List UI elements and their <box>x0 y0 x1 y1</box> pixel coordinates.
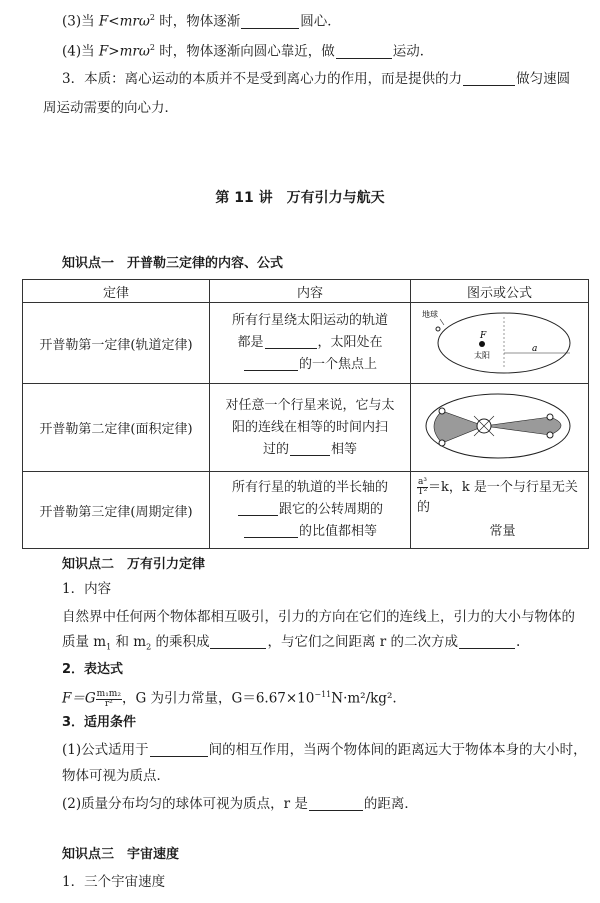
area-figure-cell <box>411 384 589 472</box>
condition-2: (2)质量分布均匀的球体可视为质点，r 是 的距离． <box>62 796 418 812</box>
kp3-title: 知识点三 宇宙速度 <box>62 847 180 862</box>
blank[interactable] <box>309 796 363 811</box>
blank[interactable] <box>463 71 515 86</box>
elliptical-orbit-diagram <box>412 303 588 379</box>
planet-dot <box>547 432 553 438</box>
blank[interactable] <box>290 441 330 456</box>
planet-dot <box>439 408 445 414</box>
kepler-third-formula: $\frac{\text{a³}}{\text{T²}}$ ＝k，k 是一个与行星无关的 常量 <box>411 472 589 549</box>
axis-label: a <box>531 344 537 354</box>
kepler-laws-table <box>22 279 589 549</box>
blank[interactable] <box>244 523 298 538</box>
swept-area-left <box>434 411 484 443</box>
law-name: 开普勒第三定律(周期定律) <box>23 472 210 549</box>
law-content: 所有行星的轨道的半长轴的 跟它的公转周期的 的比值都相等 <box>210 472 411 549</box>
blank[interactable] <box>238 501 278 516</box>
blank[interactable] <box>336 44 392 59</box>
kp2-p1: 自然界中任何两个物体都相互吸引，引力的方向在它们的连线上，引力的大小与物体的 <box>62 609 575 625</box>
m1m2-over-r2: $\frac{\text{m₁m₂}}{\text{r²}}$ <box>96 688 121 709</box>
earth-label: 地球 <box>421 310 438 319</box>
essence-line-1: 3．本质：离心运动的本质并不是受到离心力的作用，而是提供的力 做匀速圆 <box>62 71 571 87</box>
gravitation-formula: F＝G $\frac{\text{m₁m₂}}{\text{r²}}$ ，G 为引力常量，$G=6.67\times 10^{-11}N\cdot m^2$/kg². <box>62 688 397 709</box>
header-law: 定律 <box>23 280 210 303</box>
law-content: 所有行星绕太阳运动的轨道 都是 ，太阳处在 的一个焦点上 <box>210 303 411 384</box>
blank[interactable] <box>265 334 317 349</box>
law-content: 对任意一个行星来说，它与太 阳的连线在相等的时间内扫 过的 相等 <box>210 384 411 472</box>
table-row <box>23 384 589 472</box>
kp2-s2: 2．表达式 <box>62 662 124 677</box>
a3-over-t2: $\frac{\text{a³}}{\text{T²}}$ <box>417 477 428 497</box>
header-content: 内容 <box>210 280 411 303</box>
item-4: (4)当 F>mrω$^2$ 时，物体逐渐向圆心靠近，做 运动． <box>62 43 434 60</box>
planet-dot <box>439 440 445 446</box>
kp2-p2: 质量 $m_1$ 和 $m_2$ 的乘积成 ，与它们之间距离 r 的二次方成 . <box>62 634 521 652</box>
earth-pointer <box>440 319 444 325</box>
blank[interactable] <box>244 356 298 371</box>
kp2-s3: 3．适用条件 <box>62 715 137 730</box>
sun-dot <box>479 341 485 347</box>
table-row <box>23 303 589 384</box>
header-figure: 图示或公式 <box>411 280 589 303</box>
planet-dot <box>436 327 440 331</box>
kp3-s1: 1．三个宇宙速度 <box>62 874 166 890</box>
item-3: (3)当 F<mrω$^2$ 时，物体逐渐 圆心． <box>62 13 341 30</box>
sun-label: 太阳 <box>473 351 490 360</box>
kp2-title: 知识点二 万有引力定律 <box>62 557 206 572</box>
blank[interactable] <box>210 634 266 649</box>
orbit-figure-cell <box>411 303 589 384</box>
kp1-title: 知识点一 开普勒三定律的内容、公式 <box>62 256 284 271</box>
condition-1-cont: 物体可视为质点． <box>62 768 170 784</box>
kp2-s1: 1．内容 <box>62 581 112 597</box>
blank[interactable] <box>459 634 515 649</box>
law-name: 开普勒第一定律(轨道定律) <box>23 303 210 384</box>
planet-dot <box>547 414 553 420</box>
law-name: 开普勒第二定律(面积定律) <box>23 384 210 472</box>
focus-label: F <box>479 331 486 341</box>
blank[interactable] <box>150 742 208 757</box>
lecture-title: 第 11 讲 万有引力与航天 <box>215 190 385 206</box>
table-row <box>23 472 589 549</box>
essence-line-2: 周运动需要的向心力． <box>43 100 178 116</box>
condition-1: (1)公式适用于 间的相互作用，当两个物体间的距离远大于物体本身的大小时， <box>62 742 587 758</box>
blank[interactable] <box>241 14 299 29</box>
equal-area-diagram <box>412 385 588 467</box>
